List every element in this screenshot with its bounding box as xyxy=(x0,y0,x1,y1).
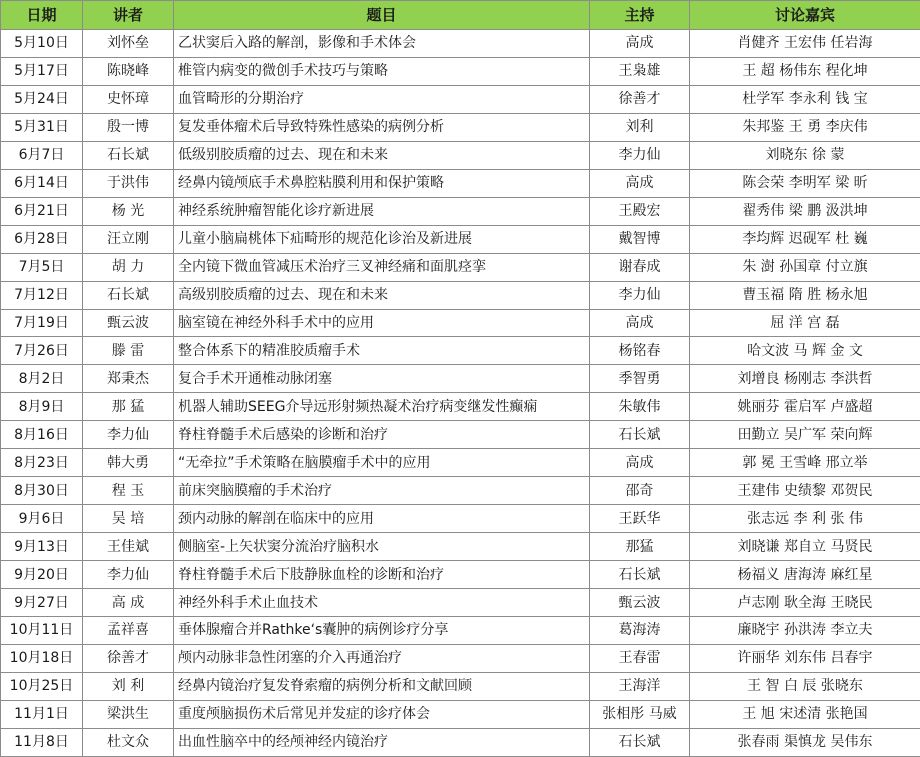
host-cell: 高成 xyxy=(590,30,690,58)
speaker-cell: 那 猛 xyxy=(83,393,174,421)
date-cell: 5月31日 xyxy=(1,113,83,141)
table-row xyxy=(1,57,920,85)
host-cell: 高成 xyxy=(590,309,690,337)
table-row xyxy=(1,309,920,337)
table-row xyxy=(1,30,920,58)
guests-cell: 王建伟 史绩黎 邓贺民 xyxy=(690,477,920,505)
host-cell: 高成 xyxy=(590,449,690,477)
date-cell: 11月1日 xyxy=(1,700,83,728)
guests-cell: 王 旭 宋述清 张艳国 xyxy=(690,700,920,728)
speaker-cell: 汪立刚 xyxy=(83,225,174,253)
table-row xyxy=(1,449,920,477)
guests-cell: 翟秀伟 梁 鹏 汲洪坤 xyxy=(690,197,920,225)
header-row xyxy=(1,1,920,30)
topic-cell: 低级别胶质瘤的过去、现在和未来 xyxy=(174,141,590,169)
speaker-cell: 于洪伟 xyxy=(83,169,174,197)
speaker-cell: 郑秉杰 xyxy=(83,365,174,393)
date-cell: 6月14日 xyxy=(1,169,83,197)
guests-cell: 朱邦鉴 王 勇 李庆伟 xyxy=(690,113,920,141)
host-cell: 李力仙 xyxy=(590,281,690,309)
topic-cell: 高级别胶质瘤的过去、现在和未来 xyxy=(174,281,590,309)
host-cell: 朱敏伟 xyxy=(590,393,690,421)
guests-cell: 朱 澍 孙国章 付立旗 xyxy=(690,253,920,281)
date-cell: 5月10日 xyxy=(1,30,83,58)
topic-cell: 经鼻内镜颅底手术鼻腔粘膜利用和保护策略 xyxy=(174,169,590,197)
speaker-cell: 韩大勇 xyxy=(83,449,174,477)
header-guests: 讨论嘉宾 xyxy=(690,1,920,30)
speaker-cell: 高 成 xyxy=(83,589,174,617)
guests-cell: 廉晓宇 孙洪涛 李立夫 xyxy=(690,617,920,645)
date-cell: 8月16日 xyxy=(1,421,83,449)
guests-cell: 郭 冕 王雪峰 邢立举 xyxy=(690,449,920,477)
topic-cell: 前床突脑膜瘤的手术治疗 xyxy=(174,477,590,505)
date-cell: 6月21日 xyxy=(1,197,83,225)
speaker-cell: 李力仙 xyxy=(83,421,174,449)
topic-cell: 儿童小脑扁桃体下疝畸形的规范化诊治及新进展 xyxy=(174,225,590,253)
host-cell: 李力仙 xyxy=(590,141,690,169)
guests-cell: 张春雨 渠慎龙 吴伟东 xyxy=(690,728,920,756)
guests-cell: 哈文波 马 辉 金 文 xyxy=(690,337,920,365)
date-cell: 10月11日 xyxy=(1,617,83,645)
date-cell: 6月28日 xyxy=(1,225,83,253)
topic-cell: 脊柱脊髓手术后感染的诊断和治疗 xyxy=(174,421,590,449)
host-cell: 邵奇 xyxy=(590,477,690,505)
date-cell: 10月18日 xyxy=(1,644,83,672)
host-cell: 王海洋 xyxy=(590,672,690,700)
speaker-cell: 孟祥喜 xyxy=(83,617,174,645)
topic-cell: 神经外科手术止血技术 xyxy=(174,589,590,617)
table-row xyxy=(1,505,920,533)
table-row xyxy=(1,85,920,113)
host-cell: 王殿宏 xyxy=(590,197,690,225)
date-cell: 8月9日 xyxy=(1,393,83,421)
table-row xyxy=(1,225,920,253)
topic-cell: “无牵拉”手术策略在脑膜瘤手术中的应用 xyxy=(174,449,590,477)
host-cell: 季智勇 xyxy=(590,365,690,393)
date-cell: 5月17日 xyxy=(1,57,83,85)
host-cell: 王春雷 xyxy=(590,644,690,672)
table-row xyxy=(1,700,920,728)
table-row xyxy=(1,197,920,225)
guests-cell: 田勤立 吴广军 荣向辉 xyxy=(690,421,920,449)
speaker-cell: 徐善才 xyxy=(83,644,174,672)
topic-cell: 出血性脑卒中的经颅神经内镜治疗 xyxy=(174,728,590,756)
date-cell: 7月26日 xyxy=(1,337,83,365)
date-cell: 9月20日 xyxy=(1,561,83,589)
table-row xyxy=(1,477,920,505)
date-cell: 10月25日 xyxy=(1,672,83,700)
host-cell: 王跃华 xyxy=(590,505,690,533)
speaker-cell: 殷一博 xyxy=(83,113,174,141)
topic-cell: 乙状窦后入路的解剖，影像和手术体会 xyxy=(174,30,590,58)
date-cell: 9月6日 xyxy=(1,505,83,533)
topic-cell: 神经系统肿瘤智能化诊疗新进展 xyxy=(174,197,590,225)
topic-cell: 垂体腺瘤合并Rathke‘s囊肿的病例诊疗分享 xyxy=(174,617,590,645)
host-cell: 徐善才 xyxy=(590,85,690,113)
speaker-cell: 陈晓峰 xyxy=(83,57,174,85)
host-cell: 张相彤 马威 xyxy=(590,700,690,728)
speaker-cell: 李力仙 xyxy=(83,561,174,589)
speaker-cell: 杨 光 xyxy=(83,197,174,225)
guests-cell: 刘晓东 徐 蒙 xyxy=(690,141,920,169)
host-cell: 那猛 xyxy=(590,533,690,561)
speaker-cell: 甄云波 xyxy=(83,309,174,337)
date-cell: 5月24日 xyxy=(1,85,83,113)
guests-cell: 屈 洋 宫 磊 xyxy=(690,309,920,337)
guests-cell: 杜学军 李永利 钱 宝 xyxy=(690,85,920,113)
topic-cell: 全内镜下微血管减压术治疗三叉神经痛和面肌痉挛 xyxy=(174,253,590,281)
host-cell: 刘利 xyxy=(590,113,690,141)
speaker-cell: 史怀璋 xyxy=(83,85,174,113)
date-cell: 9月27日 xyxy=(1,589,83,617)
date-cell: 6月7日 xyxy=(1,141,83,169)
topic-cell: 血管畸形的分期治疗 xyxy=(174,85,590,113)
topic-cell: 复合手术开通椎动脉闭塞 xyxy=(174,365,590,393)
host-cell: 戴智博 xyxy=(590,225,690,253)
topic-cell: 复发垂体瘤术后导致特殊性感染的病例分析 xyxy=(174,113,590,141)
guests-cell: 刘晓谦 郑自立 马贤民 xyxy=(690,533,920,561)
header-speaker: 讲者 xyxy=(83,1,174,30)
speaker-cell: 刘怀垒 xyxy=(83,30,174,58)
topic-cell: 脑室镜在神经外科手术中的应用 xyxy=(174,309,590,337)
table-row xyxy=(1,728,920,756)
table-row xyxy=(1,393,920,421)
table-row xyxy=(1,644,920,672)
guests-cell: 陈会荣 李明军 梁 昕 xyxy=(690,169,920,197)
host-cell: 王枭雄 xyxy=(590,57,690,85)
date-cell: 8月23日 xyxy=(1,449,83,477)
speaker-cell: 滕 雷 xyxy=(83,337,174,365)
host-cell: 甄云波 xyxy=(590,589,690,617)
table-header xyxy=(1,1,920,30)
table-row xyxy=(1,533,920,561)
topic-cell: 机器人辅助SEEG介导远形射频热凝术治疗病变继发性癫痫 xyxy=(174,393,590,421)
date-cell: 8月2日 xyxy=(1,365,83,393)
guests-cell: 卢志刚 耿全海 王晓民 xyxy=(690,589,920,617)
host-cell: 石长斌 xyxy=(590,561,690,589)
header-topic: 题目 xyxy=(174,1,590,30)
host-cell: 杨铭春 xyxy=(590,337,690,365)
date-cell: 8月30日 xyxy=(1,477,83,505)
speaker-cell: 杜文众 xyxy=(83,728,174,756)
table-row xyxy=(1,141,920,169)
topic-cell: 颅内动脉非急性闭塞的介入再通治疗 xyxy=(174,644,590,672)
table-row xyxy=(1,253,920,281)
topic-cell: 重度颅脑损伤术后常见并发症的诊疗体会 xyxy=(174,700,590,728)
speaker-cell: 石长斌 xyxy=(83,281,174,309)
speaker-cell: 刘 利 xyxy=(83,672,174,700)
table-row xyxy=(1,169,920,197)
guests-cell: 王 超 杨伟东 程化坤 xyxy=(690,57,920,85)
guests-cell: 刘增良 杨刚志 李洪哲 xyxy=(690,365,920,393)
date-cell: 9月13日 xyxy=(1,533,83,561)
table-row xyxy=(1,589,920,617)
host-cell: 谢春成 xyxy=(590,253,690,281)
table-row xyxy=(1,337,920,365)
speaker-cell: 胡 力 xyxy=(83,253,174,281)
host-cell: 葛海涛 xyxy=(590,617,690,645)
table-row xyxy=(1,561,920,589)
date-cell: 7月19日 xyxy=(1,309,83,337)
table-body xyxy=(1,30,920,757)
guests-cell: 肖健齐 王宏伟 任岩海 xyxy=(690,30,920,58)
table-row xyxy=(1,281,920,309)
host-cell: 高成 xyxy=(590,169,690,197)
guests-cell: 曹玉福 隋 胜 杨永旭 xyxy=(690,281,920,309)
guests-cell: 姚丽芬 霍启军 卢盛超 xyxy=(690,393,920,421)
table-row xyxy=(1,617,920,645)
topic-cell: 椎管内病变的微创手术技巧与策略 xyxy=(174,57,590,85)
topic-cell: 侧脑室-上矢状窦分流治疗脑积水 xyxy=(174,533,590,561)
date-cell: 11月8日 xyxy=(1,728,83,756)
date-cell: 7月5日 xyxy=(1,253,83,281)
table-row xyxy=(1,421,920,449)
guests-cell: 王 智 白 辰 张晓东 xyxy=(690,672,920,700)
host-cell: 石长斌 xyxy=(590,421,690,449)
speaker-cell: 石长斌 xyxy=(83,141,174,169)
header-host: 主持 xyxy=(590,1,690,30)
speaker-cell: 程 玉 xyxy=(83,477,174,505)
speaker-cell: 梁洪生 xyxy=(83,700,174,728)
table-row xyxy=(1,672,920,700)
guests-cell: 张志远 李 利 张 伟 xyxy=(690,505,920,533)
table-row xyxy=(1,365,920,393)
header-date: 日期 xyxy=(1,1,83,30)
topic-cell: 脊柱脊髓手术后下肢静脉血栓的诊断和治疗 xyxy=(174,561,590,589)
date-cell: 7月12日 xyxy=(1,281,83,309)
topic-cell: 经鼻内镜治疗复发脊索瘤的病例分析和文献回顾 xyxy=(174,672,590,700)
guests-cell: 杨福义 唐海涛 麻红星 xyxy=(690,561,920,589)
guests-cell: 李均辉 迟砚军 杜 巍 xyxy=(690,225,920,253)
speaker-cell: 王佳斌 xyxy=(83,533,174,561)
speaker-cell: 吴 培 xyxy=(83,505,174,533)
topic-cell: 颈内动脉的解剖在临床中的应用 xyxy=(174,505,590,533)
guests-cell: 许丽华 刘东伟 吕春宇 xyxy=(690,644,920,672)
topic-cell: 整合体系下的精准胶质瘤手术 xyxy=(174,337,590,365)
host-cell: 石长斌 xyxy=(590,728,690,756)
table-row xyxy=(1,113,920,141)
